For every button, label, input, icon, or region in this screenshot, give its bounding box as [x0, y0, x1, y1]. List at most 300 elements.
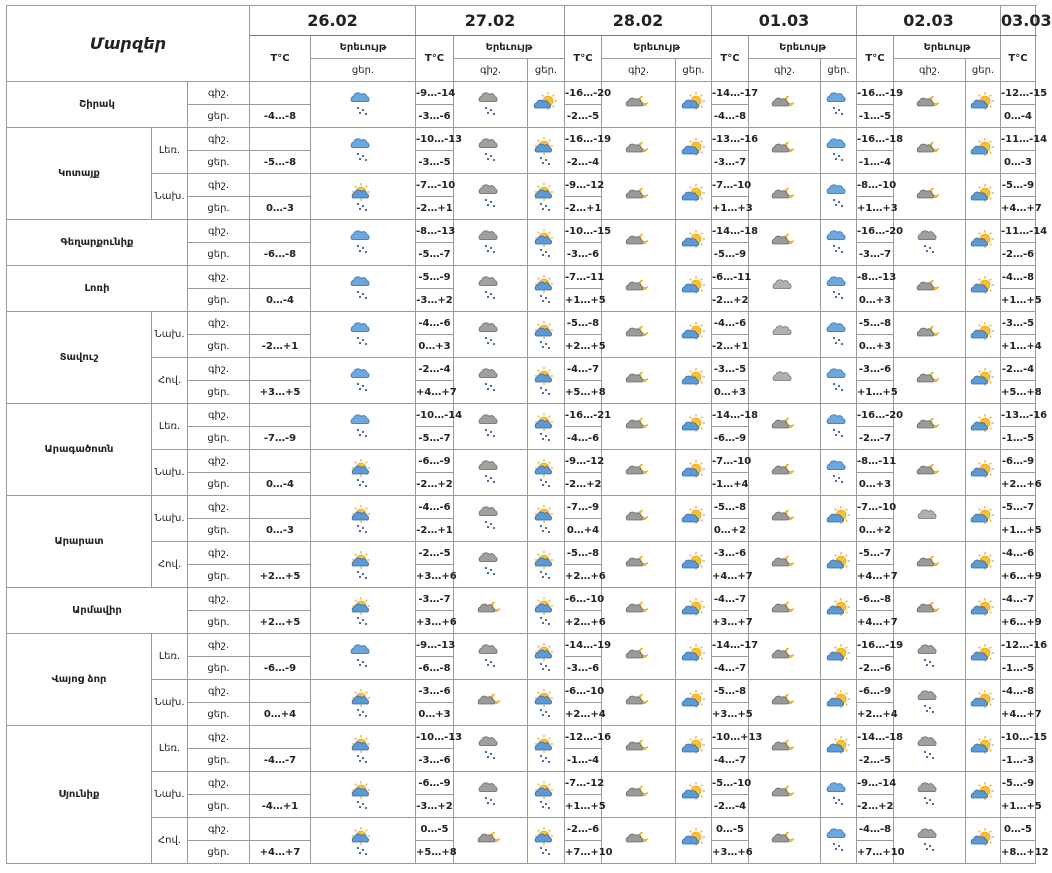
- grey-cloud-moon-icon: [894, 184, 965, 210]
- grey-cloud-moon-icon: [602, 322, 675, 348]
- grey-cloud-moon-icon: [894, 322, 965, 348]
- weather-cell: [676, 588, 712, 634]
- grey-cloud-moon-icon: [454, 690, 527, 716]
- temperature: -4…+1: [250, 795, 311, 818]
- weather-cell: [676, 312, 712, 358]
- grey-cloud-moon-icon: [749, 138, 820, 164]
- temperature: [250, 542, 311, 565]
- temperature: -6…-8: [416, 657, 454, 680]
- table-row: [7, 358, 1036, 381]
- weather-cell: [894, 128, 966, 174]
- temperature: -2…-6: [565, 818, 602, 841]
- weather-cell: [454, 312, 528, 358]
- sun-cloud-icon: [821, 552, 856, 578]
- temperature: +4…+7: [1001, 197, 1036, 220]
- temperature: +2…+6: [1001, 473, 1036, 496]
- weather-cell: [894, 772, 966, 818]
- weather-cell: [311, 726, 416, 772]
- time-of-day: գիշ.: [188, 358, 250, 381]
- region-name: Արագածոտն: [7, 404, 152, 496]
- grey-cloud-moon-icon: [602, 138, 675, 164]
- temp-header: T°C: [250, 36, 311, 82]
- sun-cloud-snow-icon: [528, 322, 564, 348]
- temperature: [250, 312, 311, 335]
- sun-cloud-snow-icon: [528, 690, 564, 716]
- weather-cell: [966, 588, 1001, 634]
- table-row: [7, 82, 1036, 105]
- temperature: -3…+2: [416, 289, 454, 312]
- weather-cell: [528, 450, 565, 496]
- temperature: +1…+5: [1001, 519, 1036, 542]
- weather-cell: [602, 496, 676, 542]
- temperature: -4…-7: [712, 657, 749, 680]
- sun-cloud-icon: [966, 828, 1000, 854]
- weather-cell: [454, 772, 528, 818]
- weather-cell: [454, 588, 528, 634]
- weather-cell: [528, 588, 565, 634]
- grey-cloud-snow-icon: [454, 322, 527, 348]
- sun-cloud-snow-icon: [528, 828, 564, 854]
- weather-cell: [821, 312, 857, 358]
- weather-cell: [602, 772, 676, 818]
- sun-cloud-snow-icon: [528, 230, 564, 256]
- sun-cloud-snow-icon: [311, 506, 415, 532]
- weather-cell: [602, 450, 676, 496]
- time-of-day: գիշ.: [188, 726, 250, 749]
- weather-cell: [749, 588, 821, 634]
- snow-cloud-icon: [311, 92, 415, 118]
- weather-cell: [602, 404, 676, 450]
- temperature: +1…+5: [565, 795, 602, 818]
- weather-cell: [528, 726, 565, 772]
- grey-cloud-moon-icon: [602, 276, 675, 302]
- weather-cell: [528, 634, 565, 680]
- sun-cloud-icon: [676, 460, 711, 486]
- sun-cloud-icon: [966, 276, 1000, 302]
- time-of-day: ցեր.: [188, 749, 250, 772]
- grey-cloud-moon-icon: [894, 92, 965, 118]
- temperature: -6…-9: [416, 772, 454, 795]
- temperature: -12…-16: [1001, 634, 1036, 657]
- weather-cell: [311, 496, 416, 542]
- temperature: -7…-11: [565, 266, 602, 289]
- zone-name: Հով.: [152, 818, 188, 864]
- grey-cloud-moon-icon: [749, 644, 820, 670]
- date-header: 27.02: [416, 6, 565, 36]
- sun-cloud-icon: [676, 644, 711, 670]
- weather-cell: [311, 266, 416, 312]
- temperature: -1…-4: [857, 151, 894, 174]
- weather-cell: [894, 358, 966, 404]
- temperature: 0…-3: [250, 197, 311, 220]
- temperature: -3…-6: [416, 680, 454, 703]
- table-row: [7, 312, 1036, 335]
- temperature: -16…-19: [857, 82, 894, 105]
- grey-cloud-moon-icon: [894, 276, 965, 302]
- temperature: +4…+7: [857, 611, 894, 634]
- weather-cell: [821, 680, 857, 726]
- grey-cloud-snow-icon: [454, 368, 527, 394]
- temperature: -3…-6: [712, 542, 749, 565]
- sun-cloud-icon: [966, 230, 1000, 256]
- temperature: -10…+13: [712, 726, 749, 749]
- temperature: -10…-15: [1001, 726, 1036, 749]
- time-of-day: ցեր.: [188, 473, 250, 496]
- temperature: 0…+3: [416, 703, 454, 726]
- temperature: -4…-6: [416, 496, 454, 519]
- sun-cloud-snow-icon: [528, 782, 564, 808]
- weather-cell: [821, 82, 857, 128]
- weather-cell: [966, 726, 1001, 772]
- sun-cloud-icon: [528, 92, 564, 118]
- temperature: -2…+2: [712, 289, 749, 312]
- sun-cloud-icon: [676, 506, 711, 532]
- temperature: -10…-14: [416, 404, 454, 427]
- sun-cloud-icon: [821, 736, 856, 762]
- sun-cloud-icon: [966, 368, 1000, 394]
- sun-cloud-icon: [676, 828, 711, 854]
- temperature: -5…-9: [712, 243, 749, 266]
- temperature: -2…-4: [416, 358, 454, 381]
- temperature: -6…-8: [250, 243, 311, 266]
- time-of-day: գիշ.: [188, 542, 250, 565]
- sun-cloud-icon: [966, 782, 1000, 808]
- sun-cloud-icon: [676, 322, 711, 348]
- temperature: -5…-7: [1001, 496, 1036, 519]
- temperature: -12…-16: [565, 726, 602, 749]
- temperature: -10…-13: [416, 726, 454, 749]
- forecast-table: [6, 5, 1052, 864]
- weather-cell: [966, 404, 1001, 450]
- weather-cell: [821, 358, 857, 404]
- weather-cell: [966, 128, 1001, 174]
- temperature: -3…-6: [565, 243, 602, 266]
- day-header: ցեր.: [821, 59, 857, 82]
- temperature: -4…-6: [565, 427, 602, 450]
- grey-cloud-snow-icon: [454, 414, 527, 440]
- grey-cloud-snow-icon: [894, 230, 965, 256]
- weather-cell: [676, 496, 712, 542]
- temperature: +4…+7: [250, 841, 311, 864]
- time-of-day: ցեր.: [188, 703, 250, 726]
- weather-cell: [749, 82, 821, 128]
- weather-cell: [749, 358, 821, 404]
- temperature: +3…+6: [712, 841, 749, 864]
- snow-cloud-icon: [821, 92, 856, 118]
- temperature: [250, 496, 311, 519]
- weather-cell: [311, 174, 416, 220]
- weather-cell: [749, 220, 821, 266]
- temperature: [250, 82, 311, 105]
- temperature: 0…+3: [857, 289, 894, 312]
- weather-cell: [894, 634, 966, 680]
- time-of-day: գիշ.: [188, 634, 250, 657]
- temperature: 0…-4: [1001, 105, 1036, 128]
- weather-cell: [454, 818, 528, 864]
- time-of-day: ցեր.: [188, 565, 250, 588]
- temp-header: T°C: [416, 36, 454, 82]
- zone-name: Հով.: [152, 542, 188, 588]
- snow-cloud-icon: [311, 414, 415, 440]
- grey-cloud-moon-icon: [602, 598, 675, 624]
- weather-cell: [602, 174, 676, 220]
- temperature: -1…+4: [712, 473, 749, 496]
- weather-cell: [454, 220, 528, 266]
- weather-cell: [602, 588, 676, 634]
- temperature: -12…-15: [1001, 82, 1036, 105]
- grey-cloud-moon-icon: [454, 598, 527, 624]
- grey-cloud-moon-icon: [749, 598, 820, 624]
- weather-cell: [454, 542, 528, 588]
- sun-cloud-icon: [676, 276, 711, 302]
- weather-cell: [602, 82, 676, 128]
- weather-cell: [749, 818, 821, 864]
- temperature: -5…-8: [565, 312, 602, 335]
- temperature: -14…-19: [565, 634, 602, 657]
- grey-cloud-icon: [894, 506, 965, 532]
- temperature: -14…-18: [712, 220, 749, 243]
- grey-cloud-moon-icon: [749, 92, 820, 118]
- temperature: -4…-6: [1001, 542, 1036, 565]
- weather-cell: [676, 818, 712, 864]
- sun-cloud-snow-icon: [311, 828, 415, 854]
- temperature: -4…-8: [857, 818, 894, 841]
- temperature: -7…-10: [712, 450, 749, 473]
- weather-cell: [454, 450, 528, 496]
- weather-cell: [676, 450, 712, 496]
- temperature: -13…-16: [1001, 404, 1036, 427]
- grey-cloud-moon-icon: [894, 368, 965, 394]
- temperature: +5…+8: [416, 841, 454, 864]
- weather-cell: [676, 174, 712, 220]
- temperature: -1…-5: [857, 105, 894, 128]
- day-header: ցեր.: [676, 59, 712, 82]
- temperature: -4…-7: [712, 749, 749, 772]
- temperature: +6…+9: [1001, 565, 1036, 588]
- temperature: -8…-13: [857, 266, 894, 289]
- temperature: -3…-6: [416, 749, 454, 772]
- temperature: [250, 404, 311, 427]
- sun-cloud-snow-icon: [528, 184, 564, 210]
- temperature: -14…-17: [712, 634, 749, 657]
- temperature: 0…-3: [250, 519, 311, 542]
- sun-cloud-icon: [966, 552, 1000, 578]
- table-row: [7, 496, 1036, 519]
- region-name: Շիրակ: [7, 82, 188, 128]
- temperature: -6…-8: [857, 588, 894, 611]
- temperature: -5…-8: [857, 312, 894, 335]
- temp-header: T°C: [565, 36, 602, 82]
- date-header: 26.02: [250, 6, 416, 36]
- sun-cloud-icon: [676, 92, 711, 118]
- date-header: 03.03: [1001, 6, 1036, 36]
- weather-cell: [528, 542, 565, 588]
- date-header: 01.03: [712, 6, 857, 36]
- weather-cell: [676, 266, 712, 312]
- grey-cloud-moon-icon: [749, 782, 820, 808]
- time-of-day: ցեր.: [188, 381, 250, 404]
- grey-cloud-snow-icon: [454, 92, 527, 118]
- temperature: -5…-7: [857, 542, 894, 565]
- grey-cloud-moon-icon: [602, 92, 675, 118]
- weather-cell: [454, 266, 528, 312]
- sun-cloud-icon: [966, 460, 1000, 486]
- weather-cell: [311, 634, 416, 680]
- time-of-day: ցեր.: [188, 657, 250, 680]
- grey-cloud-snow-icon: [894, 782, 965, 808]
- grey-cloud-moon-icon: [749, 184, 820, 210]
- temperature: -14…-17: [712, 82, 749, 105]
- grey-cloud-icon: [749, 322, 820, 348]
- grey-cloud-moon-icon: [602, 184, 675, 210]
- weather-cell: [821, 818, 857, 864]
- temperature: -6…-9: [250, 657, 311, 680]
- weather-cell: [966, 450, 1001, 496]
- time-of-day: գիշ.: [188, 266, 250, 289]
- weather-cell: [676, 680, 712, 726]
- temperature: -6…-10: [565, 680, 602, 703]
- temperature: -10…-13: [416, 128, 454, 151]
- temperature: -14…-18: [712, 404, 749, 427]
- snow-cloud-icon: [821, 184, 856, 210]
- weather-cell: [821, 634, 857, 680]
- temperature: -5…-8: [250, 151, 311, 174]
- snow-cloud-icon: [311, 138, 415, 164]
- temperature: -2…-7: [857, 427, 894, 450]
- temperature: +1…+4: [1001, 335, 1036, 358]
- grey-cloud-snow-icon: [454, 138, 527, 164]
- weather-cell: [894, 220, 966, 266]
- temperature: -3…-5: [416, 151, 454, 174]
- sun-cloud-icon: [676, 368, 711, 394]
- temperature: -6…-9: [416, 450, 454, 473]
- snow-cloud-icon: [821, 460, 856, 486]
- sun-cloud-icon: [676, 230, 711, 256]
- temperature: -9…-14: [416, 82, 454, 105]
- temperature: -2…-5: [857, 749, 894, 772]
- time-of-day: ցեր.: [188, 335, 250, 358]
- weather-cell: [311, 772, 416, 818]
- weather-cell: [528, 312, 565, 358]
- temperature: 0…+4: [250, 703, 311, 726]
- weather-cell: [528, 496, 565, 542]
- temperature: -2…+1: [416, 519, 454, 542]
- temperature: -4…-7: [712, 588, 749, 611]
- temperature: -3…-5: [1001, 312, 1036, 335]
- temperature: [250, 174, 311, 197]
- snow-cloud-icon: [821, 322, 856, 348]
- region-name: Լոռի: [7, 266, 188, 312]
- weather-cell: [676, 220, 712, 266]
- sun-cloud-snow-icon: [528, 598, 564, 624]
- sun-cloud-icon: [966, 598, 1000, 624]
- snow-cloud-icon: [821, 276, 856, 302]
- zone-name: Լեռ.: [152, 634, 188, 680]
- temperature: -9…-12: [565, 174, 602, 197]
- temperature: -3…-7: [712, 151, 749, 174]
- weather-cell: [676, 542, 712, 588]
- weather-cell: [528, 680, 565, 726]
- grey-cloud-moon-icon: [894, 138, 965, 164]
- temperature: -2…+1: [565, 197, 602, 220]
- grey-cloud-moon-icon: [602, 414, 675, 440]
- temperature: -2…+2: [416, 473, 454, 496]
- temperature: 0…-4: [250, 473, 311, 496]
- weather-cell: [821, 128, 857, 174]
- temperature: [250, 266, 311, 289]
- grey-cloud-moon-icon: [749, 230, 820, 256]
- time-of-day: ցեր.: [188, 197, 250, 220]
- weather-cell: [454, 82, 528, 128]
- time-of-day: գիշ.: [188, 174, 250, 197]
- sun-cloud-snow-icon: [311, 552, 415, 578]
- weather-cell: [528, 220, 565, 266]
- grey-cloud-moon-icon: [749, 552, 820, 578]
- sun-cloud-icon: [676, 552, 711, 578]
- weather-cell: [454, 496, 528, 542]
- temperature: [250, 220, 311, 243]
- grey-cloud-moon-icon: [894, 460, 965, 486]
- temperature: -7…-10: [416, 174, 454, 197]
- weather-cell: [749, 174, 821, 220]
- temperature: -2…-6: [857, 657, 894, 680]
- temperature: +1…+5: [565, 289, 602, 312]
- temperature: -2…+2: [857, 795, 894, 818]
- sun-cloud-icon: [966, 184, 1000, 210]
- grey-cloud-moon-icon: [749, 690, 820, 716]
- zone-name: Հով.: [152, 358, 188, 404]
- temperature: [250, 818, 311, 841]
- weather-cell: [528, 772, 565, 818]
- temperature: -7…-9: [250, 427, 311, 450]
- weather-cell: [894, 680, 966, 726]
- temperature: +4…+7: [1001, 703, 1036, 726]
- temperature: -8…-11: [857, 450, 894, 473]
- temperature: 0…+3: [857, 335, 894, 358]
- weather-cell: [454, 404, 528, 450]
- temperature: -7…-10: [712, 174, 749, 197]
- temperature: +6…+9: [1001, 611, 1036, 634]
- weather-cell: [894, 588, 966, 634]
- weather-cell: [821, 174, 857, 220]
- region-name: Տավուշ: [7, 312, 152, 404]
- snow-cloud-icon: [821, 828, 856, 854]
- temperature: 0…+4: [565, 519, 602, 542]
- weather-cell: [966, 542, 1001, 588]
- sun-cloud-snow-icon: [311, 782, 415, 808]
- weather-cell: [311, 220, 416, 266]
- grey-cloud-moon-icon: [602, 782, 675, 808]
- sun-cloud-icon: [821, 598, 856, 624]
- weather-cell: [821, 726, 857, 772]
- grey-cloud-moon-icon: [602, 230, 675, 256]
- date-header: 02.03: [857, 6, 1001, 36]
- sun-cloud-snow-icon: [528, 736, 564, 762]
- temperature: -4…-8: [712, 105, 749, 128]
- weather-cell: [676, 772, 712, 818]
- temperature: -2…-4: [565, 151, 602, 174]
- temperature: 0…+3: [712, 381, 749, 404]
- temperature: -2…-4: [712, 795, 749, 818]
- temperature: +2…+6: [565, 565, 602, 588]
- weather-cell: [311, 82, 416, 128]
- temperature: -6…-9: [1001, 450, 1036, 473]
- table-row: [7, 450, 1036, 473]
- sun-cloud-icon: [676, 598, 711, 624]
- sun-cloud-icon: [676, 184, 711, 210]
- weather-cell: [821, 266, 857, 312]
- temperature: +5…+8: [565, 381, 602, 404]
